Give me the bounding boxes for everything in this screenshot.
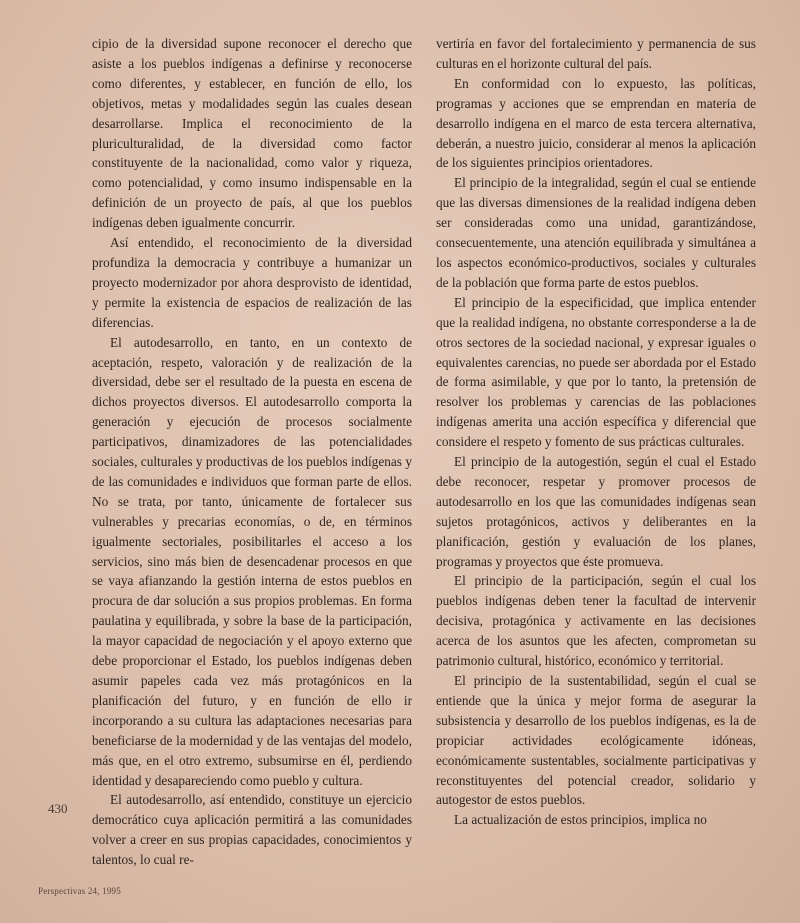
paragraph: El autodesarrollo, en tanto, en un contexto de aceptación, respeto, valoración y de realización de la diversidad, debe ser el resultado de la puesta en escena de dichos proyectos diversos. El autodesarrollo comporta la generación y ejecución de procesos socialmente participativos, dinamizadores de las potencialidades sociales, culturales y productivas de los pueblos indígenas y de las comunidades e individuos que forman parte de ellos. No se trata, por tanto, únicamente de fortalecer sus vulnerables y precarias economías, o de, en términos igualmente sectoriales, posibilitarles el acceso a los servicios, sino más bien de desencadenar procesos en que se vaya afianzando la gestión interna de estos pueblos en procura de dar solución a sus propios problemas. En forma paulatina y equilibrada, y sobre la base de la participación, la mayor capacidad de negociación y el apoyo externo que debe proporcionar el Estado, los pueblos indígenas deben asumir papeles cada vez más protagónicos en la planificación del futuro, y en función de ello ir incorporando a su cultura las adaptaciones necesarias para beneficiarse de la modernidad y de las ventajas del modelo, más que, en el otro extremo, subsumirse en él, perdiendo identidad y desapareciendo como pueblo y cultura. <box>92 334 412 788</box>
paragraph: La actualización de estos principios, implica no <box>454 812 707 828</box>
paragraph: El principio de la participación, según el cual los pueblos indígenas deben tener la facultad de intervenir decisiva, protagónica y activamente en las decisiones acerca de los asuntos que les afecten, comprometan su patrimonio cultural, histórico, económico y territorial. <box>436 573 756 669</box>
paragraph: En conformidad con lo expuesto, las políticas, programas y acciones que se emprendan en materia de desarrollo indígena en el marco de esta tercera alternativa, deberán, a nuestro juicio, considerar al menos la aplicación de los siguientes principios orientadores. <box>436 75 756 171</box>
page-number: 430 <box>48 801 68 816</box>
footer-citation: Perspectivas 24, 1995 <box>38 886 121 896</box>
paragraph: El principio de la sustentabilidad, según el cual se entiende que la única y mejor forma de asegurar la subsistencia y desarrollo de los pueblos indígenas, es la de propiciar actividades ecológicamente idóneas, económicamente sustentables, socialmente participativas y reconstituyentes del potencial creador, solidario y autogestor de estos pueblos. <box>436 673 756 808</box>
paragraph: El autodesarrollo, así entendido, constituye un ejercicio democrático cuya aplicación permitirá a las comunidades volver a creer en sus propias capacidades, conocimientos y talentos, lo cual re- <box>92 792 412 868</box>
paragraph: El principio de la especificidad, que implica entender que la realidad indígena, no obstante corresponderse a la de otros sectores de la sociedad nacional, y expresar iguales o equivalentes carencias, no puede ser abordada por el Estado de forma asimilable, y que por lo tanto, la pretensión de resolver los problemas y carencias de las poblaciones indígenas amerita una acción específica y diferencial que considere el respeto y fomento de sus prácticas culturales. <box>436 294 756 450</box>
right-text-column <box>436 34 756 830</box>
left-text-column <box>92 34 412 870</box>
paragraph: El principio de la autogestión, según el cual el Estado debe reconocer, respetar y promover procesos de autodesarrollo en los que las comunidades indígenas sean sujetos protagónicos, activos y deliberantes en la planificación, gestión y evaluación de los planes, programas y proyectos que éste promueva. <box>436 454 756 569</box>
paragraph: vertiría en favor del fortalecimiento y permanencia de sus culturas en el horizonte cultural del país. <box>436 36 756 71</box>
paragraph: Así entendido, el reconocimiento de la diversidad profundiza la democracia y contribuye a humanizar un proyecto modernizador por ahora desprovisto de identidad, y permite la existencia de espacios de realización de las diferencias. <box>92 235 412 330</box>
paragraph: El principio de la integralidad, según el cual se entiende que las diversas dimensiones de la realidad indígena deben ser consideradas como una unidad, garantizándose, consecuentemente, una atención equilibrada y simultánea a los aspectos económico-productivos, sociales y culturales de la población que forma parte de estos pueblos. <box>436 175 756 290</box>
paragraph: cipio de la diversidad supone reconocer el derecho que asiste a los pueblos indígenas a definirse y reconocerse como diferentes, y establecer, en función de ello, los objetivos, metas y modalidades según las cuales desean desarrollarse. Implica el reconocimiento de la pluriculturalidad, de la diversidad como factor constituyente de la nacionalidad, como valor y riqueza, como potencialidad, y como insumo indispensable en la definición de un proyecto de país, al que los pueblos indígenas deben igualmente concurrir. <box>92 36 412 231</box>
